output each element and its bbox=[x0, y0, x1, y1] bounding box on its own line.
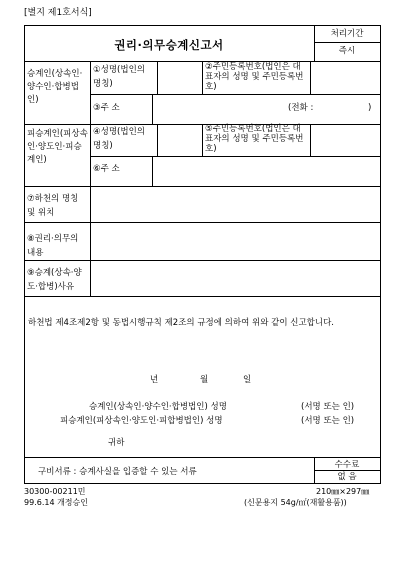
predecessor-regno-label[interactable]: ⑤주민등록번호(법인은 대표자의 성명 및 주민등록번호) bbox=[205, 124, 304, 154]
predecessor-block-bottom bbox=[24, 186, 381, 187]
form-number-label: [별지 제1호서식] bbox=[24, 8, 92, 18]
successor-regno-label[interactable]: ②주민등록번호(법인은 대표자의 성명 및 주민등록번호) bbox=[205, 62, 304, 92]
successor-label: 승계인(상속인·양수인·합병법인) bbox=[27, 69, 83, 106]
form-bottom-border bbox=[24, 483, 381, 484]
rights-row-bottom bbox=[24, 260, 381, 261]
fee-value: 없 음 bbox=[337, 472, 357, 482]
processing-period-value: 즉시 bbox=[338, 46, 356, 56]
successor-phone-close: ) bbox=[368, 103, 372, 113]
successor-regno-value-divider bbox=[310, 61, 311, 94]
predecessor-regno-divider bbox=[202, 124, 203, 156]
successor-name-divider bbox=[157, 61, 158, 94]
rights-label: ⑧권리·의무의 내용 bbox=[27, 234, 79, 259]
footer-paper-type: (신문용지 54g/㎡(재활용품)) bbox=[244, 498, 347, 507]
attachments-row-top bbox=[24, 457, 381, 458]
predecessor-sign-label: 피승계인(피상속인·양도인·피합병법인) 성명 bbox=[60, 416, 223, 426]
river-label: ⑦하천의 명칭 및 위치 bbox=[27, 194, 79, 219]
date-month-label: 월 bbox=[200, 375, 209, 385]
predecessor-name-divider bbox=[157, 124, 158, 156]
fee-label: 수수료 bbox=[334, 460, 360, 470]
processing-period-label: 처리기간 bbox=[330, 29, 364, 39]
predecessor-row-line bbox=[90, 156, 380, 157]
form-top-border bbox=[24, 25, 381, 26]
predecessor-col-divider bbox=[90, 124, 91, 186]
info-col-divider bbox=[90, 186, 91, 296]
successor-regno-divider bbox=[202, 61, 203, 94]
predecessor-seal-label: (서명 또는 인) bbox=[301, 416, 355, 426]
successor-address-label[interactable]: ③주 소 bbox=[93, 103, 120, 113]
attachments-label: 구비서류 : 승계사실을 입증할 수 있는 서류 bbox=[38, 467, 197, 477]
successor-phone-label: (전화 : bbox=[288, 103, 314, 113]
date-day-label: 일 bbox=[243, 375, 252, 385]
predecessor-regno-value-divider bbox=[310, 124, 311, 156]
footer-approval: 99.6.14 개정승인 bbox=[24, 498, 88, 507]
predecessor-address-label[interactable]: ⑥주 소 bbox=[93, 164, 120, 174]
reason-row-bottom bbox=[24, 296, 381, 297]
successor-name-label[interactable]: ①성명(법인의 명칭) bbox=[93, 65, 145, 89]
processing-split bbox=[314, 42, 380, 43]
successor-seal-label: (서명 또는 인) bbox=[301, 402, 355, 412]
successor-address-divider bbox=[152, 94, 153, 124]
form-right-border bbox=[380, 25, 381, 483]
form-title: 권리·의무승계신고서 bbox=[114, 38, 224, 52]
successor-sign-label: 승계인(상속인·양수인·합병법인) 성명 bbox=[89, 402, 227, 412]
predecessor-name-label[interactable]: ④성명(법인의 명칭) bbox=[93, 127, 145, 151]
river-row-bottom bbox=[24, 222, 381, 223]
form-left-border bbox=[24, 25, 25, 483]
reason-label: ⑨승계(상속·양도·합병)사유 bbox=[27, 268, 82, 293]
date-year-label: 년 bbox=[150, 375, 159, 385]
footer-paper-size: 210㎜×297㎜ bbox=[316, 487, 370, 496]
footer-form-code: 30300-00211민 bbox=[24, 487, 86, 496]
predecessor-address-divider bbox=[152, 156, 153, 186]
addressee-label: 귀하 bbox=[108, 438, 125, 448]
declaration-text: 하천법 제4조제2항 및 동법시행규칙 제2조의 규정에 의하여 위와 같이 신고합니다. bbox=[28, 318, 334, 328]
successor-row-line bbox=[90, 94, 380, 95]
predecessor-label: 피승계인(피상속인·양도인·피승계인) bbox=[27, 129, 88, 166]
